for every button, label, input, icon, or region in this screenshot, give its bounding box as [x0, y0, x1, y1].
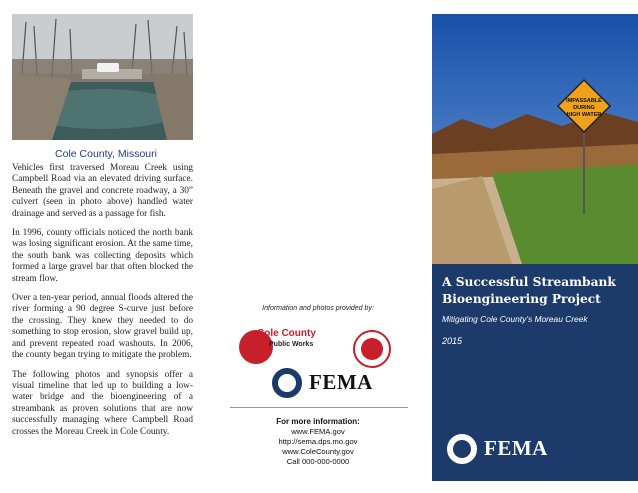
cole-county-logo-title: Cole County	[257, 328, 316, 339]
provided-by-text: Information and photos provided by:	[262, 305, 374, 312]
left-panel	[0, 0, 212, 493]
sign-line-2: DURING	[573, 105, 595, 111]
contact-line: www.FEMA.gov	[291, 427, 345, 436]
sign-line-3: HIGH WATER	[566, 112, 602, 118]
fema-logo-white	[447, 434, 627, 468]
creek-photo	[12, 14, 193, 140]
location-heading: Cole County, Missouri	[55, 148, 157, 160]
cover-year: 2015	[442, 336, 463, 346]
cover-panel	[432, 0, 638, 493]
fema-wordmark: FEMA	[309, 370, 373, 394]
cole-county-logo	[239, 326, 319, 370]
road-sign-photo	[432, 14, 638, 264]
paragraph: Vehicles first traversed Moreau Creek using Campbell Road via an elevated driving surface. Beneath the gravel and concrete roadway, a 30” culvert (seen in photo above) handled water drainage and served as a passage for fish.	[12, 163, 193, 219]
body-text	[12, 163, 193, 446]
middle-panel	[212, 0, 424, 493]
cole-county-logo-subtitle: Public Works	[269, 341, 314, 348]
contact-info	[212, 417, 424, 467]
contact-line: http://sema.dps.mo.gov	[278, 437, 358, 446]
dhs-seal-icon	[272, 368, 302, 398]
dhs-seal-icon	[447, 434, 477, 464]
fema-wordmark: FEMA	[484, 436, 548, 460]
sign-line-1: IMPASSABLE	[566, 98, 602, 104]
paragraph: The following photos and synopsis offer a visual timeline that led up to building a low-water bridge and the bioengineering of a streambank as proven solutions that are now successfully managing where Campbell Road crosses the Moreau Creek in Cole County.	[12, 369, 193, 437]
divider	[230, 407, 408, 408]
title-block	[432, 264, 638, 481]
contact-line: www.ColeCounty.gov	[282, 447, 354, 456]
contact-line: Call 000-000-0000	[286, 457, 350, 466]
contact-heading: For more information:	[276, 417, 360, 426]
paragraph: In 1996, county officials noticed the north bank was losing significant erosion. At the same time, the south bank was collecting deposits which formed a large gravel bar that often blocked the stream flow.	[12, 228, 193, 284]
paragraph: Over a ten-year period, annual floods altered the river forming a 90 degree S-curve just before the crossing. They knew they needed to do something to stop erosion, slow gravel build up, and prevent repeated road washouts. In 2006, the county began trying to mitigate the problem.	[12, 293, 193, 361]
cover-subtitle: Mitigating Cole County’s Moreau Creek	[442, 314, 588, 324]
cover-title: A Successful Streambank Bioengineering Project	[442, 275, 616, 306]
missouri-seal-icon	[353, 330, 391, 368]
